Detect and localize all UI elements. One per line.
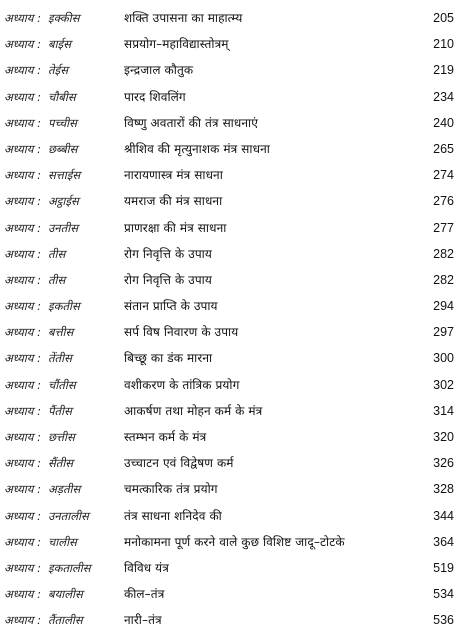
toc-row-3 — [0, 84, 460, 110]
chapter-number: बाईस — [48, 37, 71, 52]
chapter-label: अध्याय : — [4, 587, 41, 602]
chapter-title: बिच्छू का डंक मारना — [124, 351, 213, 366]
chapter-title: सर्प विष निवारण के उपाय — [124, 325, 239, 340]
chapter-title: उच्चाटन एवं विद्वेषण कर्म — [124, 456, 234, 471]
chapter-number: छत्तीस — [48, 430, 75, 444]
chapter-label: अध्याय : — [4, 482, 41, 497]
chapter-title: चमत्कारिक तंत्र प्रयोग — [124, 482, 218, 497]
chapter-title: नारायणास्त्र मंत्र साधना — [124, 168, 223, 183]
page-number: 294 — [433, 299, 454, 314]
chapter-label: अध्याय : — [4, 89, 41, 104]
toc-row-19 — [0, 503, 460, 529]
page-number: 210 — [433, 37, 454, 52]
chapter-number: चौंतीस — [48, 377, 76, 392]
page-number: 277 — [433, 220, 454, 235]
page-number: 534 — [433, 587, 454, 602]
chapter-number: अट्ठाईस — [48, 194, 79, 209]
toc-row-12 — [0, 319, 460, 345]
chapter-number: तीस — [48, 272, 66, 287]
toc-row-8 — [0, 215, 460, 241]
chapter-label: अध्याय : — [4, 377, 41, 392]
toc-row-13 — [0, 345, 460, 371]
toc-row-1 — [0, 31, 460, 57]
chapter-label: अध्याय : — [4, 613, 41, 628]
page-number: 282 — [433, 246, 454, 261]
chapter-title: तंत्र साधना शनिदेव की — [124, 508, 222, 523]
chapter-number: तेंतीस — [48, 351, 72, 366]
chapter-label: अध्याय : — [4, 115, 41, 130]
chapter-title: विष्णु अवतारों की तंत्र साधनाएं — [124, 115, 258, 130]
page-number: 326 — [433, 456, 454, 471]
toc-row-15 — [0, 398, 460, 424]
chapter-number: उनतालीस — [48, 508, 89, 523]
page-number: 364 — [433, 534, 454, 549]
chapter-number: चौबीस — [48, 89, 76, 104]
chapter-number: इक्कीस — [48, 11, 80, 25]
chapter-title: शक्ति उपासना का माहात्म्य — [124, 11, 243, 25]
chapter-label: अध्याय : — [4, 246, 41, 261]
page-number: 328 — [433, 482, 454, 497]
chapter-number: तैंतालीस — [48, 613, 83, 628]
page-number: 265 — [433, 141, 454, 156]
chapter-label: अध्याय : — [4, 272, 41, 287]
chapter-label: अध्याय : — [4, 194, 41, 209]
toc-row-6 — [0, 162, 460, 188]
chapter-label: अध्याय : — [4, 325, 41, 340]
chapter-number: तीस — [48, 246, 66, 261]
chapter-title: इन्द्रजाल कौतुक — [124, 63, 194, 78]
chapter-title: आकर्षण तथा मोहन कर्म के मंत्र — [124, 403, 263, 418]
page-number: 300 — [433, 351, 454, 366]
toc-row-0 — [0, 5, 460, 31]
chapter-number: सत्ताईस — [48, 168, 81, 183]
chapter-title: रोग निवृत्ति के उपाय — [124, 272, 212, 287]
chapter-label: अध्याय : — [4, 351, 41, 366]
page-number: 240 — [433, 115, 454, 130]
chapter-title: कील–तंत्र — [124, 587, 165, 602]
toc-row-18 — [0, 476, 460, 502]
chapter-title: प्राणरक्षा की मंत्र साधना — [124, 220, 227, 235]
chapter-title: विविध यंत्र — [124, 560, 169, 575]
chapter-title: यमराज की मंत्र साधना — [124, 194, 223, 209]
page-number: 282 — [433, 272, 454, 287]
chapter-number: सैंतीस — [48, 456, 74, 471]
chapter-label: अध्याय : — [4, 299, 41, 314]
toc-row-11 — [0, 293, 460, 319]
page-number: 344 — [433, 508, 454, 523]
chapter-number: पैंतीस — [48, 403, 72, 418]
toc-row-20 — [0, 529, 460, 555]
page-number: 314 — [433, 403, 454, 418]
chapter-label: अध्याय : — [4, 508, 41, 523]
chapter-label: अध्याय : — [4, 534, 41, 549]
toc-row-2 — [0, 57, 460, 83]
page-number: 205 — [433, 11, 454, 25]
chapter-title: सप्रयोग–महाविद्यास्तोत्रम् — [124, 37, 229, 52]
page-number: 234 — [433, 89, 454, 104]
page-number: 302 — [433, 377, 454, 392]
chapter-title: वशीकरण के तांत्रिक प्रयोग — [124, 377, 240, 392]
page-number: 320 — [433, 430, 454, 444]
chapter-number: इकतालीस — [48, 560, 91, 575]
toc-row-16 — [0, 424, 460, 450]
page-number: 219 — [433, 63, 454, 78]
chapter-number: बयालीस — [48, 587, 83, 602]
page-number: 276 — [433, 194, 454, 209]
toc-row-14 — [0, 372, 460, 398]
chapter-label: अध्याय : — [4, 37, 41, 52]
page-number: 297 — [433, 325, 454, 340]
toc-row-10 — [0, 267, 460, 293]
toc-row-7 — [0, 188, 460, 214]
chapter-label: अध्याय : — [4, 560, 41, 575]
toc-row-17 — [0, 450, 460, 476]
chapter-number: छब्बीस — [48, 141, 78, 156]
chapter-label: अध्याय : — [4, 403, 41, 418]
page-number: 536 — [433, 613, 454, 628]
toc-row-5 — [0, 136, 460, 162]
chapter-title: स्तम्भन कर्म के मंत्र — [124, 430, 207, 444]
chapter-number: चालीस — [48, 534, 77, 549]
toc-list — [0, 5, 460, 634]
toc-row-21 — [0, 555, 460, 581]
chapter-number: बत्तीस — [48, 325, 74, 340]
chapter-label: अध्याय : — [4, 11, 41, 25]
chapter-title: नारी–तंत्र — [124, 613, 162, 628]
chapter-label: अध्याय : — [4, 456, 41, 471]
chapter-number: इकतीस — [48, 299, 80, 314]
chapter-label: अध्याय : — [4, 141, 41, 156]
chapter-label: अध्याय : — [4, 168, 41, 183]
page-number: 274 — [433, 168, 454, 183]
toc-row-23 — [0, 607, 460, 633]
chapter-number: उनतीस — [48, 220, 78, 235]
toc-row-9 — [0, 241, 460, 267]
page-number: 519 — [433, 560, 454, 575]
toc-row-4 — [0, 110, 460, 136]
chapter-label: अध्याय : — [4, 430, 41, 444]
chapter-title: श्रीशिव की मृत्युनाशक मंत्र साधना — [124, 141, 270, 156]
chapter-label: अध्याय : — [4, 220, 41, 235]
toc-row-22 — [0, 581, 460, 607]
chapter-title: रोग निवृत्ति के उपाय — [124, 246, 212, 261]
chapter-title: संतान प्राप्ति के उपाय — [124, 299, 218, 314]
chapter-title: मनोकामना पूर्ण करने वाले कुछ विशिष्ट जादू–टोटके — [124, 534, 345, 549]
chapter-number: तेईस — [48, 63, 68, 78]
chapter-number: पच्चीस — [48, 115, 77, 130]
chapter-number: अड़तीस — [48, 482, 81, 497]
chapter-title: पारद शिवलिंग — [124, 89, 186, 104]
chapter-label: अध्याय : — [4, 63, 41, 78]
